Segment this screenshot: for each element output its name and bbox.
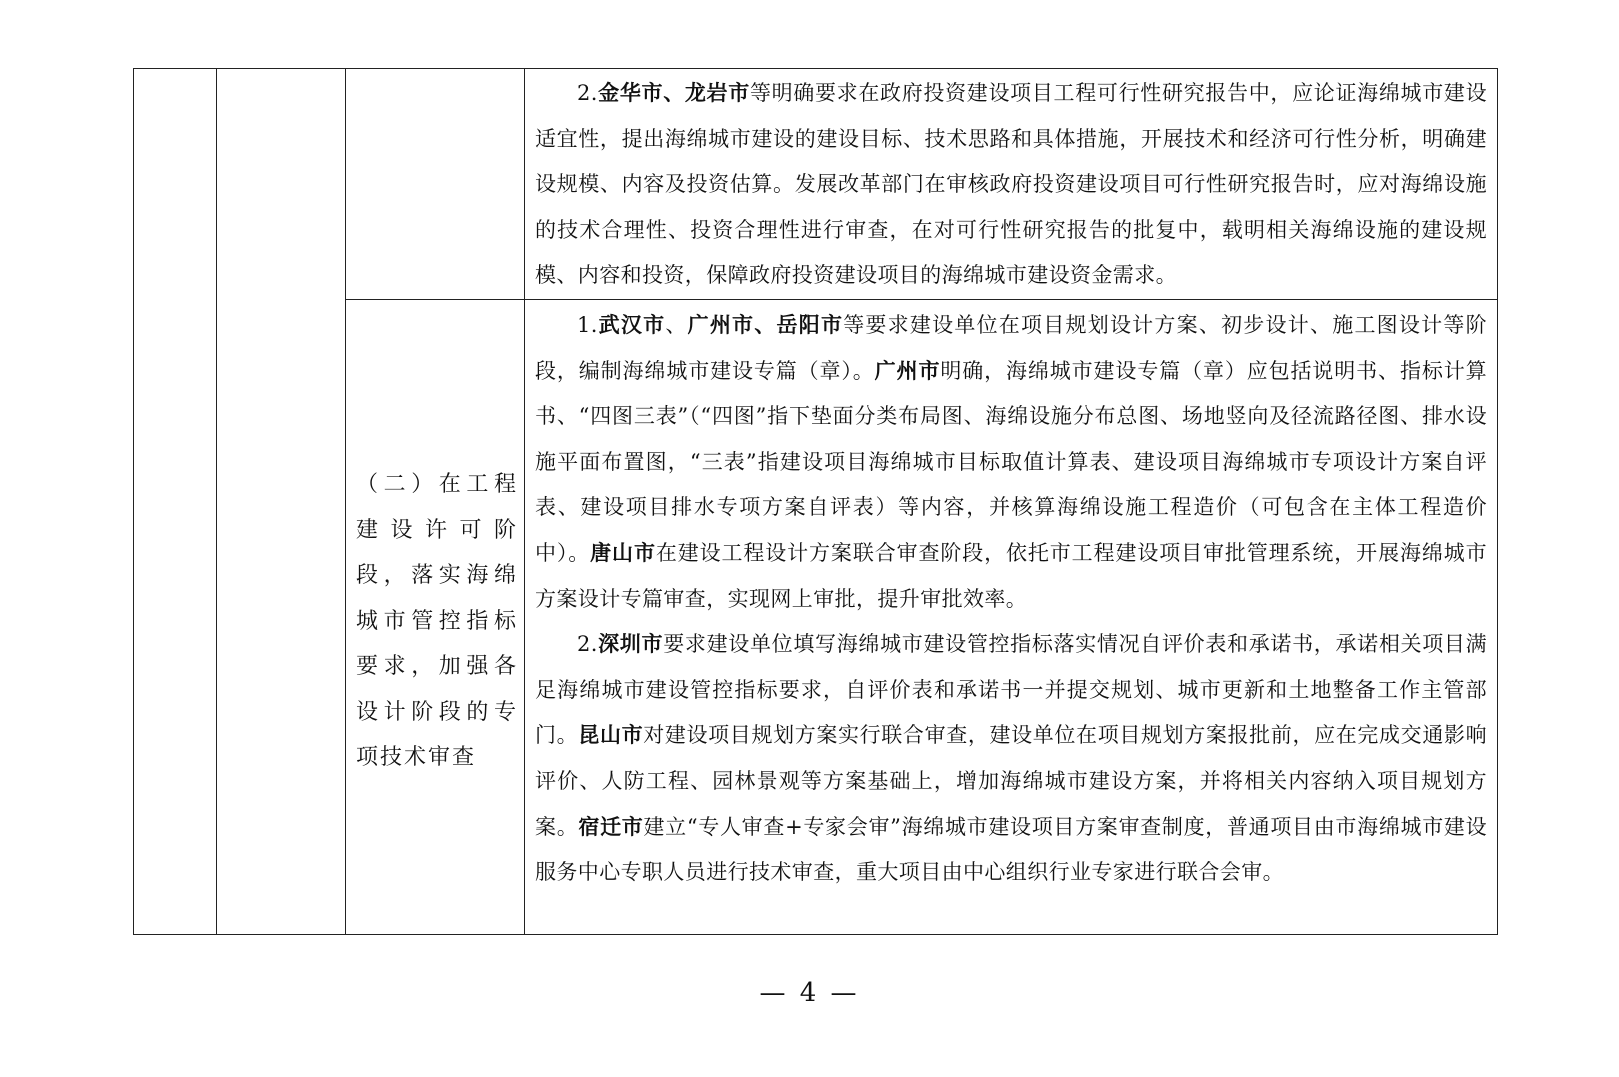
paragraph-text: 对建设项目规划方案实行联合审查，建设单位在项目规划方案报批前，应在完成交通影响评价、人防工程、园林景观等方案基础上，增加海绵城市建设方案，并将相关内容纳入项目规划方案。	[535, 723, 1487, 839]
city-name: 唐山市	[590, 540, 656, 565]
paragraph-text: 建立“专人审查+专家会审”海绵城市建设项目方案审查制度，普通项目由市海绵城市建设服务中心专职人员进行技术审查，重大项目由中心组织行业专家进行联合会审。	[535, 814, 1487, 885]
paragraph-text: 要求建设单位填写海绵城市建设管控指标落实情况自评价表和承诺书，承诺相关项目满足海绵城市建设管控指标要求，自评价表和承诺书一并提交规划、城市更新和土地整备工作主管部门。	[535, 632, 1488, 748]
item-number: 1.	[577, 313, 598, 337]
city-name: 宿迁市	[578, 814, 644, 839]
separator: 、	[665, 313, 688, 337]
city-name: 金华市、龙岩市	[597, 81, 750, 105]
item-number: 2.	[577, 632, 598, 657]
column-divider-3	[524, 69, 525, 934]
item-number: 2.	[577, 81, 598, 105]
paragraph-text: 等要求建设单位在项目规划设计方案、初步设计、施工图设计等阶段，编制海绵城市建设专篇（章）。	[535, 313, 1487, 383]
column-divider-2	[345, 69, 346, 934]
paragraph-text: 明确，海绵城市建设专篇（章）应包括说明书、指标计算书、“四图三表”（“四图”指下垫面分类布局图、海绵设施分布总图、场地竖向及径流路径图、排水设施平面布置图，“三表”指建设项目海绵城市目标取值计算表、建设项目海绵城市专项设计方案自评表、建设项目排水专项方案自评表）等内容，并核算海绵设施工程造价（可包含在主体工程造价中）。	[535, 358, 1488, 565]
city-name: 广州市、岳阳市	[687, 313, 844, 337]
column-divider-1	[216, 69, 217, 934]
paragraph-text: 等明确要求在政府投资建设项目工程可行性研究报告中，应论证海绵城市建设适宜性，提出海绵城市建设的建设目标、技术思路和具体措施，开展技术和经济可行性分析，明确建设规模、内容及投资估算。发展改革部门在审核政府投资建设项目可行性研究报告时，应对海绵设施的技术合理性、投资合理性进行审查，在对可行性研究报告的批复中，载明相关海绵设施的建设规模、内容和投资，保障政府投资建设项目的海绵城市建设资金需求。	[535, 81, 1487, 288]
row2-category-label: （二）在工程建设许可阶段，落实海绵城市管控指标要求，加强各设计阶段的专项技术审查	[356, 472, 518, 770]
content-table	[133, 68, 1498, 935]
page-number: — 4 —	[759, 978, 860, 1008]
row-divider	[345, 299, 1497, 300]
city-name: 武汉市	[597, 313, 666, 337]
city-name: 昆山市	[578, 723, 644, 748]
row1-paragraph	[535, 71, 1487, 299]
city-name: 广州市	[874, 358, 941, 383]
row2-paragraph-1	[535, 303, 1487, 622]
city-name: 深圳市	[597, 632, 664, 657]
paragraph-text: 在建设工程设计方案联合审查阶段，依托市工程建设项目审批管理系统，开展海绵城市方案设计专篇审查，实现网上审批，提升审批效率。	[535, 540, 1488, 611]
row2-paragraph-2	[535, 622, 1487, 896]
row2-content-cell	[535, 303, 1487, 896]
row1-content-cell	[535, 71, 1487, 299]
